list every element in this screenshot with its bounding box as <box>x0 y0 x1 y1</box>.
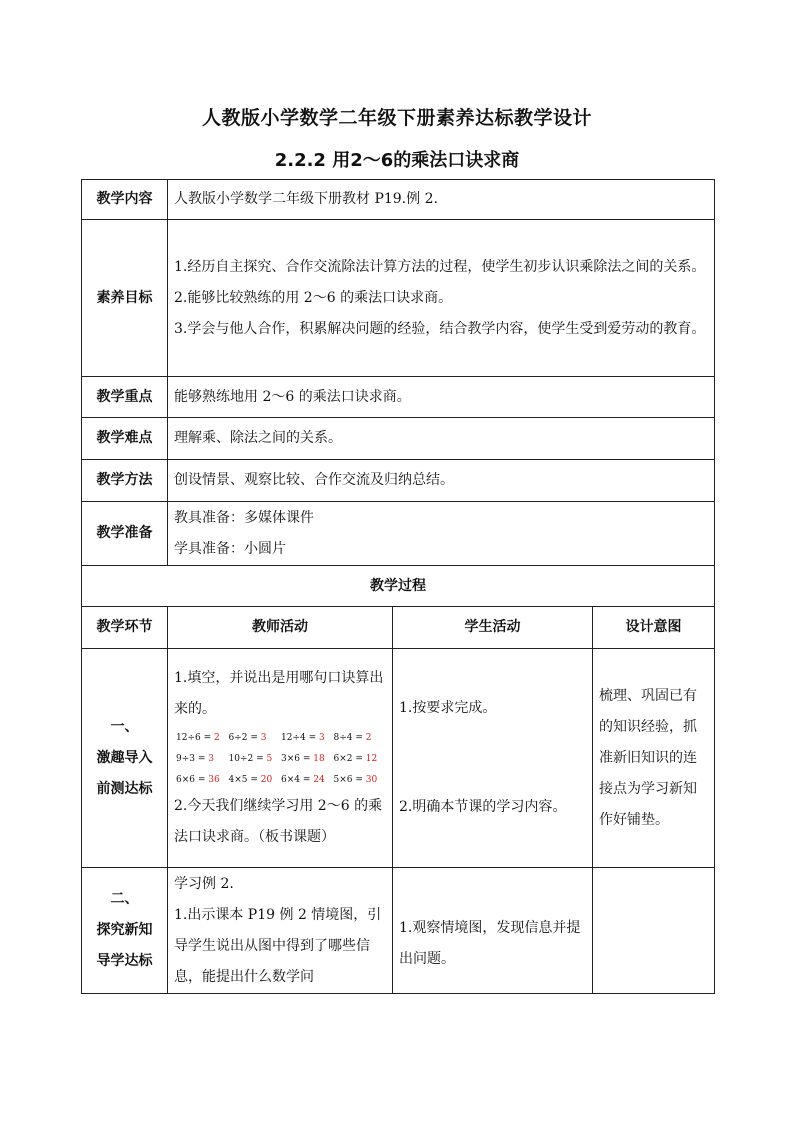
goal-item: 2.能够比较熟练的用 2～6 的乘法口诀求商。 <box>174 289 453 306</box>
stage-2-name <box>82 868 168 994</box>
row-process-header <box>82 566 715 607</box>
design-intent: 梳理、巩固已有的知识经验，抓准新旧知识的连接点为学习新知作好铺垫。 <box>599 687 697 828</box>
row-literacy-goals <box>82 220 715 377</box>
document-title: 人教版小学数学二年级下册素养达标教学设计 <box>201 107 592 129</box>
equation: 3×6 = 18 <box>281 754 325 764</box>
equation-grid <box>174 725 386 791</box>
equation: 9÷3 = 3 <box>176 754 215 764</box>
equation: 12÷6 = 2 <box>176 733 220 743</box>
stage-2-intent <box>593 868 715 994</box>
equation: 6÷2 = 3 <box>228 733 267 743</box>
stage-2-title-a: 探究新知 <box>96 922 153 938</box>
row-teaching-content <box>82 180 715 220</box>
value-teaching-content: 人教版小学数学二年级下册教材 P19.例 2. <box>168 180 715 220</box>
equation: 8÷4 = 2 <box>333 733 372 743</box>
student-activity-1: 1.按要求完成。 <box>399 700 497 716</box>
col-header-student: 学生活动 <box>393 607 593 649</box>
label-method: 教学方法 <box>82 460 168 502</box>
student-activity-2: 2.明确本节课的学习内容。 <box>399 799 567 815</box>
teacher-activity-2: 2.今天我们继续学习用 2～6 的乘法口诀求商。（板书课题） <box>174 798 383 845</box>
goal-item: 1.经历自主探究、合作交流除法计算方法的过程，使学生初步认识乘除法之间的关系。 <box>174 258 706 275</box>
value-literacy-goals <box>168 220 715 377</box>
equation: 6×4 = 24 <box>281 775 325 785</box>
stage-1-number: 一、 <box>110 718 139 735</box>
lesson-plan-table <box>81 179 715 994</box>
label-difficulty: 教学难点 <box>82 418 168 460</box>
col-header-teacher: 教师活动 <box>168 607 393 649</box>
row-preparation <box>82 502 715 566</box>
prep-item: 学具准备：小圆片 <box>174 540 286 557</box>
equation: 10÷2 = 5 <box>228 754 273 764</box>
stage-1-intent <box>593 649 715 868</box>
stage-1-title-b: 前测达标 <box>96 780 153 797</box>
teacher-activity-1: 学习例 2. <box>174 875 234 892</box>
process-header: 教学过程 <box>82 566 715 607</box>
equation: 6×2 = 12 <box>333 754 378 764</box>
label-key-point: 教学重点 <box>82 377 168 418</box>
stage-2-student <box>393 868 593 994</box>
prep-item: 教具准备：多媒体课件 <box>174 509 314 526</box>
stage-1-title-a: 激趣导入 <box>96 749 153 766</box>
row-key-point <box>82 377 715 418</box>
row-method <box>82 460 715 502</box>
value-key-point: 能够熟练地用 2～6 的乘法口诀求商。 <box>168 377 715 418</box>
value-difficulty: 理解乘、除法之间的关系。 <box>168 418 715 460</box>
value-preparation <box>168 502 715 566</box>
equation: 12÷4 = 3 <box>281 733 325 743</box>
col-header-intent: 设计意图 <box>593 607 715 649</box>
equation: 6×6 = 36 <box>176 775 220 785</box>
col-header-stage: 教学环节 <box>82 607 168 649</box>
goal-item: 3.学会与他人合作，积累解决问题的经验，结合教学内容，使学生受到爱劳动的教育。 <box>174 320 706 337</box>
student-activity-1: 1.观察情境图，发现信息并提出问题。 <box>399 920 581 967</box>
equation: 5×6 = 30 <box>333 775 378 785</box>
lesson-title: 2.2.2 用2～6的乘法口诀求商 <box>274 150 520 171</box>
value-method: 创设情景、观察比较、合作交流及归纳总结。 <box>168 460 715 502</box>
row-stage-1 <box>82 649 715 868</box>
label-preparation: 教学准备 <box>82 502 168 566</box>
stage-2-title-b: 导学达标 <box>96 953 153 969</box>
stage-2-number: 二、 <box>110 891 139 907</box>
stage-1-name <box>82 649 168 868</box>
teacher-activity-1: 1.填空，并说出是用哪句口诀算出来的。 <box>174 670 384 717</box>
label-teaching-content: 教学内容 <box>82 180 168 220</box>
stage-1-teacher <box>168 649 393 868</box>
equation: 4×5 = 20 <box>228 775 273 785</box>
teacher-activity-2: 1.出示课本 P19 例 2 情境图，引导学生说出从图中得到了哪些信息，能提出什么数学问 <box>174 906 382 985</box>
row-stage-2 <box>82 868 715 994</box>
row-difficulty <box>82 418 715 460</box>
label-literacy-goals: 素养目标 <box>82 220 168 377</box>
stage-1-student <box>393 649 593 868</box>
row-column-headers <box>82 607 715 649</box>
stage-2-teacher <box>168 868 393 994</box>
